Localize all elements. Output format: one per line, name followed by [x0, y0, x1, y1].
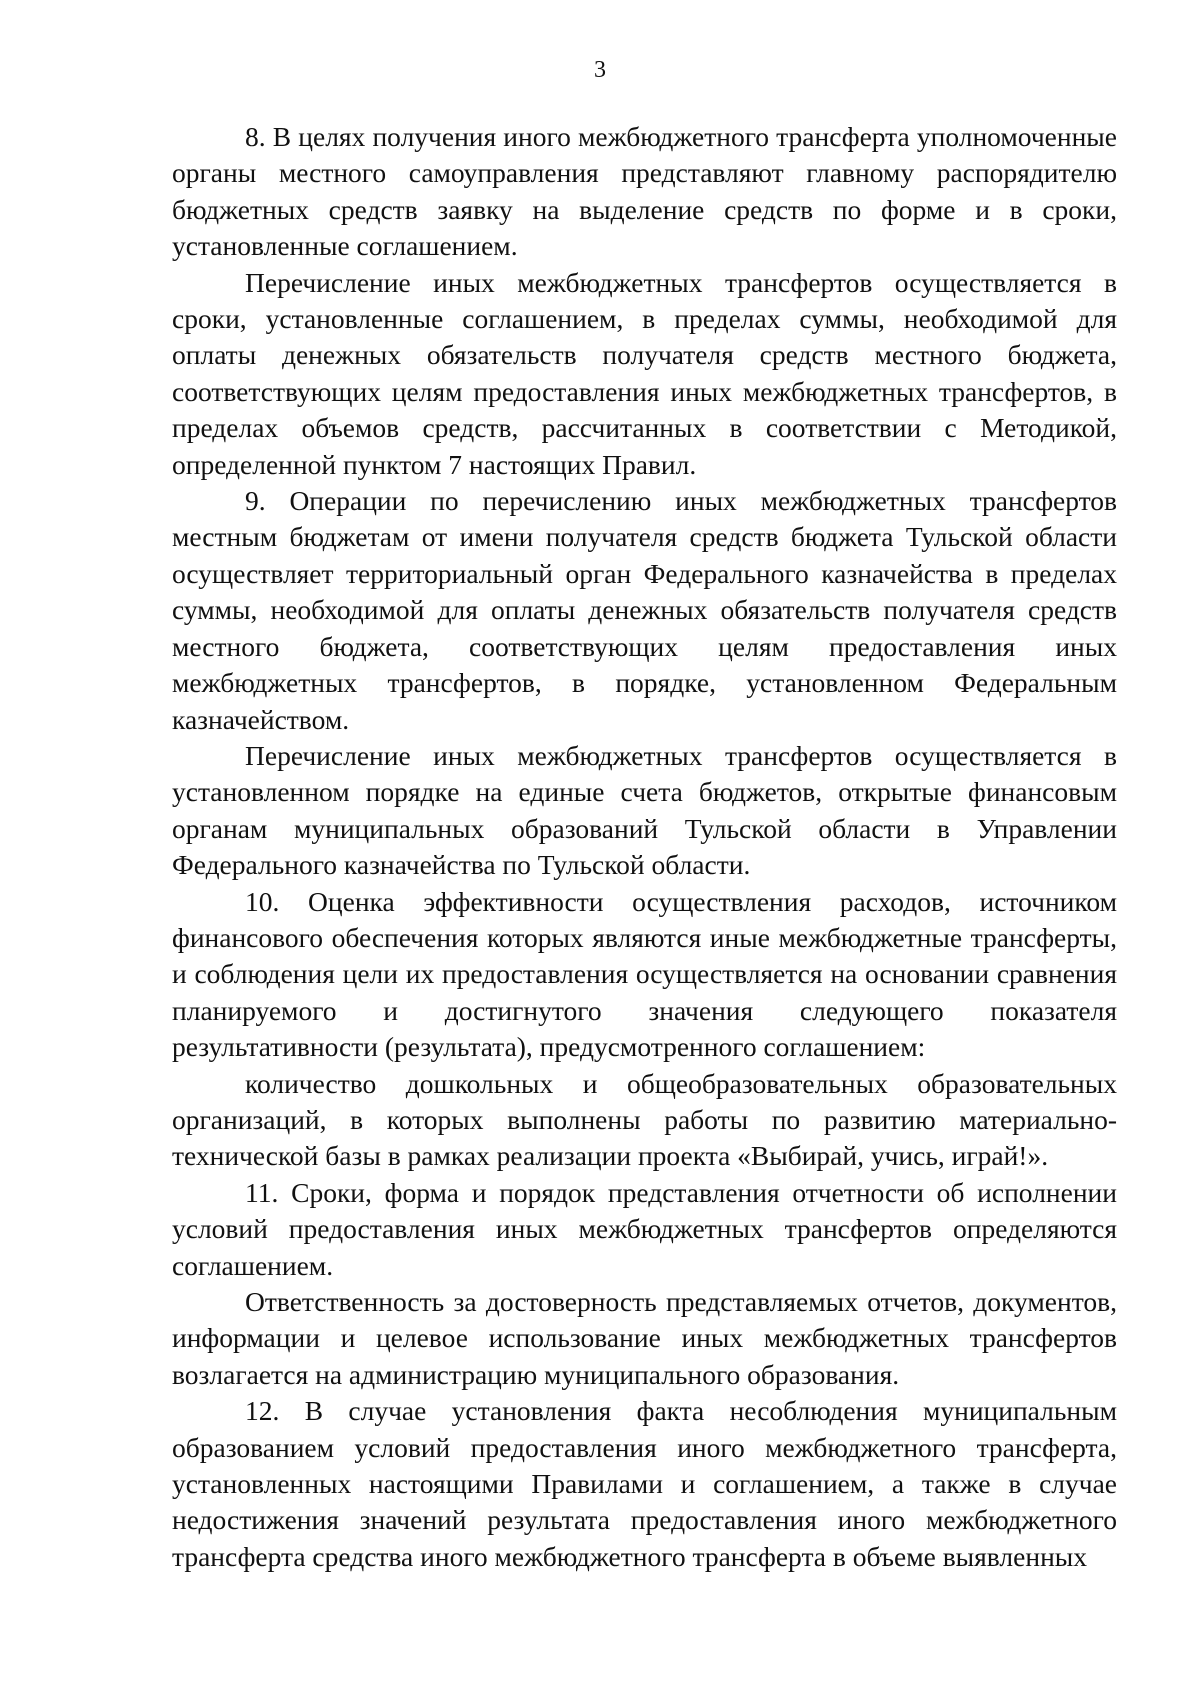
page-number: 3: [594, 57, 606, 83]
paragraph-indicator: количество дошкольных и общеобразовательных образовательных организаций, в которых выполнены работы по развитию материально-технической базы в рамках реализации проекта «Выбирай, учись, играй!».: [172, 1067, 1117, 1172]
paragraph-item-10: 10. Оценка эффективности осуществления расходов, источником финансового обеспечения которых являются иные межбюджетные трансферты, и соблюдения цели их предоставления осуществляется на основании сравнения планируемого и достигнутого значения следующего показателя результативности (результата), предусмотренного соглашением:: [172, 885, 1117, 1063]
paragraph-item-8: 8. В целях получения иного межбюджетного трансферта уполномоченные органы местного самоуправления представляют главному распорядителю бюджетных средств заявку на выделение средств по форме и в сроки, установленные соглашением.: [172, 121, 1117, 262]
paragraph-transfer-accounts: Перечисление иных межбюджетных трансфертов осуществляется в установленном порядке на единые счета бюджетов, открытые финансовым органам муниципальных образований Тульской области в Управлении Федерального казначейства по Тульской области.: [172, 739, 1117, 881]
document-body: [172, 119, 1117, 1575]
paragraph-item-9: 9. Операции по перечислению иных межбюджетных трансфертов местным бюджетам от имени получателя средств бюджета Тульской области осуществляет территориальный орган Федерального казначейства в пределах суммы, необходимой для оплаты денежных обязательств получателя средств местного бюджета, соответствующих целям предоставления иных межбюджетных трансфертов, в порядке, установленном Федеральным казначейством.: [172, 485, 1117, 735]
paragraph-item-11: 11. Сроки, форма и порядок представления отчетности об исполнении условий предоставления иных межбюджетных трансфертов определяются соглашением.: [172, 1176, 1117, 1281]
paragraph-item-12: 12. В случае установления факта несоблюдения муниципальным образованием условий предоставления иного межбюджетного трансферта, установленных настоящими Правилами и соглашением, а также в случае недостижения значений результата предоставления иного межбюджетного трансферта средства иного межбюджетного трансферта в объеме выявленных: [172, 1395, 1117, 1572]
paragraph-responsibility: Ответственность за достоверность представляемых отчетов, документов, информации и целевое использование иных межбюджетных трансфертов возлагается на администрацию муниципального образования.: [172, 1286, 1117, 1390]
paragraph-transfer-terms: Перечисление иных межбюджетных трансфертов осуществляется в сроки, установленные соглашением, в пределах суммы, необходимой для оплаты денежных обязательств получателя средств местного бюджета, соответствующих целям предоставления иных межбюджетных трансфертов, в пределах объемов средств, рассчитанных в соответствии с Методикой, определенной пунктом 7 настоящих Правил.: [172, 266, 1117, 480]
